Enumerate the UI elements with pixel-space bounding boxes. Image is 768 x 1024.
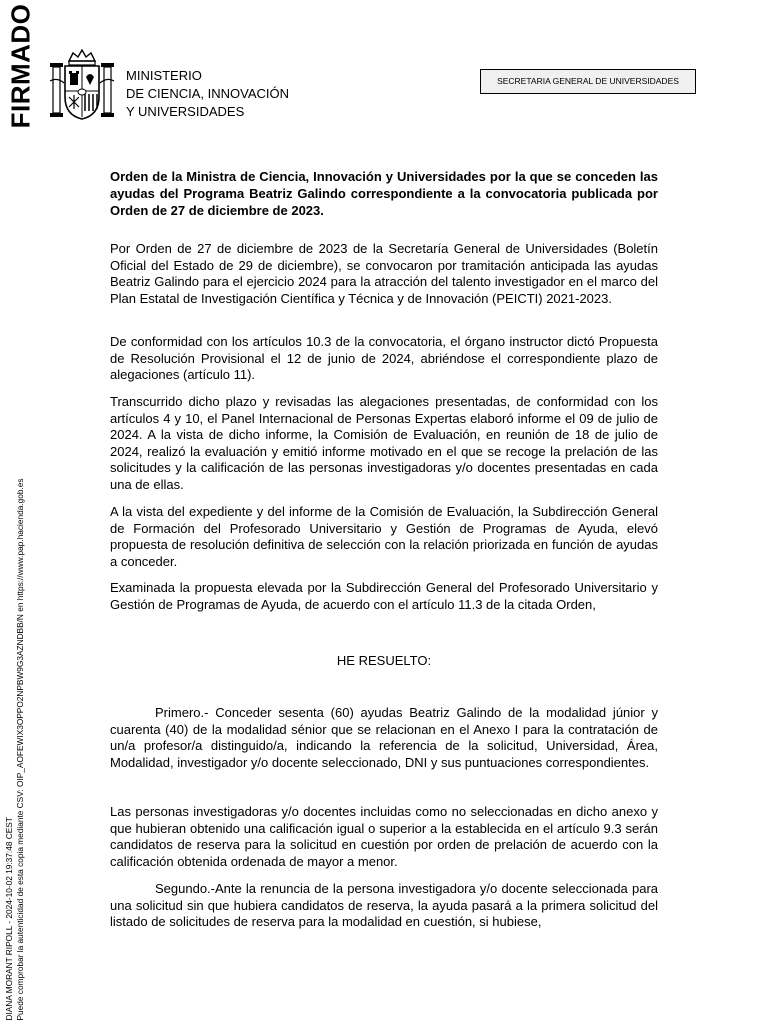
signature-line: DIANA MORANT RIPOLL - 2024-10-02 19:37:48 CEST [4,816,14,1020]
paragraph-reserve-candidates: Las personas investigadoras y/o docentes incluidas como no seleccionadas en dicho anexo y que hubieran obtenido una calificación igual o superior a la establecida en el artículo 9.3 serán candidatos de reserva para la solicitud en cuestión por orden de prelación de acuerdo con la calificación obtenida ordenada de mayor a menor. [110,804,658,869]
paragraph-3: Transcurrido dicho plazo y revisadas las alegaciones presentadas, de conformidad con los artículos 4 y 10, el Panel Internacional de Personas Expertas elaboró informe el 09 de julio de 2024. A la vista de dicho informe, la Comisión de Evaluación, en reunión de 18 de julio de 2024, realizó la evaluación y emitió informe motivado en el que se recoge la prelación de las solicitudes y la calificación de las personas investigadoras y/o docentes presentadas en cada una de ellas. [110,394,658,492]
paragraph-2: De conformidad con los artículos 10.3 de la convocatoria, el órgano instructor dictó Propuesta de Resolución Provisional el 12 de junio de 2024, abriéndose el correspondiente plazo de alegaciones (artículo 11). [110,334,658,382]
paragraph-5: Examinada la propuesta elevada por la Subdirección General del Profesorado Universitario y Gestión de Programas de Ayuda, de acuerdo con el artículo 11.3 de la citada Orden, [110,580,658,612]
department-box: SECRETARIA GENERAL DE UNIVERSIDADES [480,69,696,94]
ministry-line-2: DE CIENCIA, INNOVACIÓN [126,86,290,101]
paragraph-first-resolution: Primero.- Conceder sesenta (60) ayudas Beatriz Galindo de la modalidad júnior y cuarenta (40) de la modalidad sénior que se relacionan en el Anexo I para la contratación de un/a profesor/a distinguido/a, indicando la referencia de la solicitud, Universidad, Área, Modalidad, investigador y/o docente seleccionado, DNI y sus puntuaciones correspondientes. [110,705,658,770]
ministry-name [126,67,289,121]
ministry-line-3: Y UNIVERSIDADES [126,104,245,119]
signature-side-note [2,435,28,1020]
signed-stamp [4,2,38,130]
paragraph-1: Por Orden de 27 de diciembre de 2023 de la Secretaría General de Universidades (Boletín Oficial del Estado de 29 de diciembre), se convocaron por tramitación anticipada las ayudas Beatriz Galindo para el ejercicio 2024 para la atracción del talento investigador en el marco del Plan Estatal de Investigación Científica y Técnica y de Innovación (PEICTI) 2021-2023. [110,241,658,306]
ministry-line-1: MINISTERIO [126,68,202,83]
document-title: Orden de la Ministra de Ciencia, Innovación y Universidades por la que se conceden las ayudas del Programa Beatriz Galindo correspondiente a la convocatoria publicada por Orden de 27 de diciembre de 2023. [110,169,658,218]
paragraph-second-resolution: Segundo.-Ante la renuncia de la persona investigadora y/o docente seleccionada para una solicitud sin que hubiera candidatos de reserva, la ayuda pasará a la primera solicitud del listado de solicitudes de reserva para la modalidad en cuestión, si hubiese, [110,881,658,929]
csv-verification-line: Puede comprobar la autenticidad de esta copia mediante CSV: OIP_AOFEWIX3OPPO2NPBW9G3AZNDBB/N en https://www.pap.hacienda.gob.es [15,477,25,1020]
signed-stamp-label: FIRMADO [5,3,36,129]
resolved-heading: HE RESUELTO: [336,653,432,668]
coat-of-arms-icon [47,47,117,123]
paragraph-4: A la vista del expediente y del informe de la Comisión de Evaluación, la Subdirección General de Formación del Profesorado Universitario y Gestión de Programas de Ayuda, elevó propuesta de resolución definitiva de selección con la relación priorizada en función de ayudas a conceder. [110,504,658,569]
